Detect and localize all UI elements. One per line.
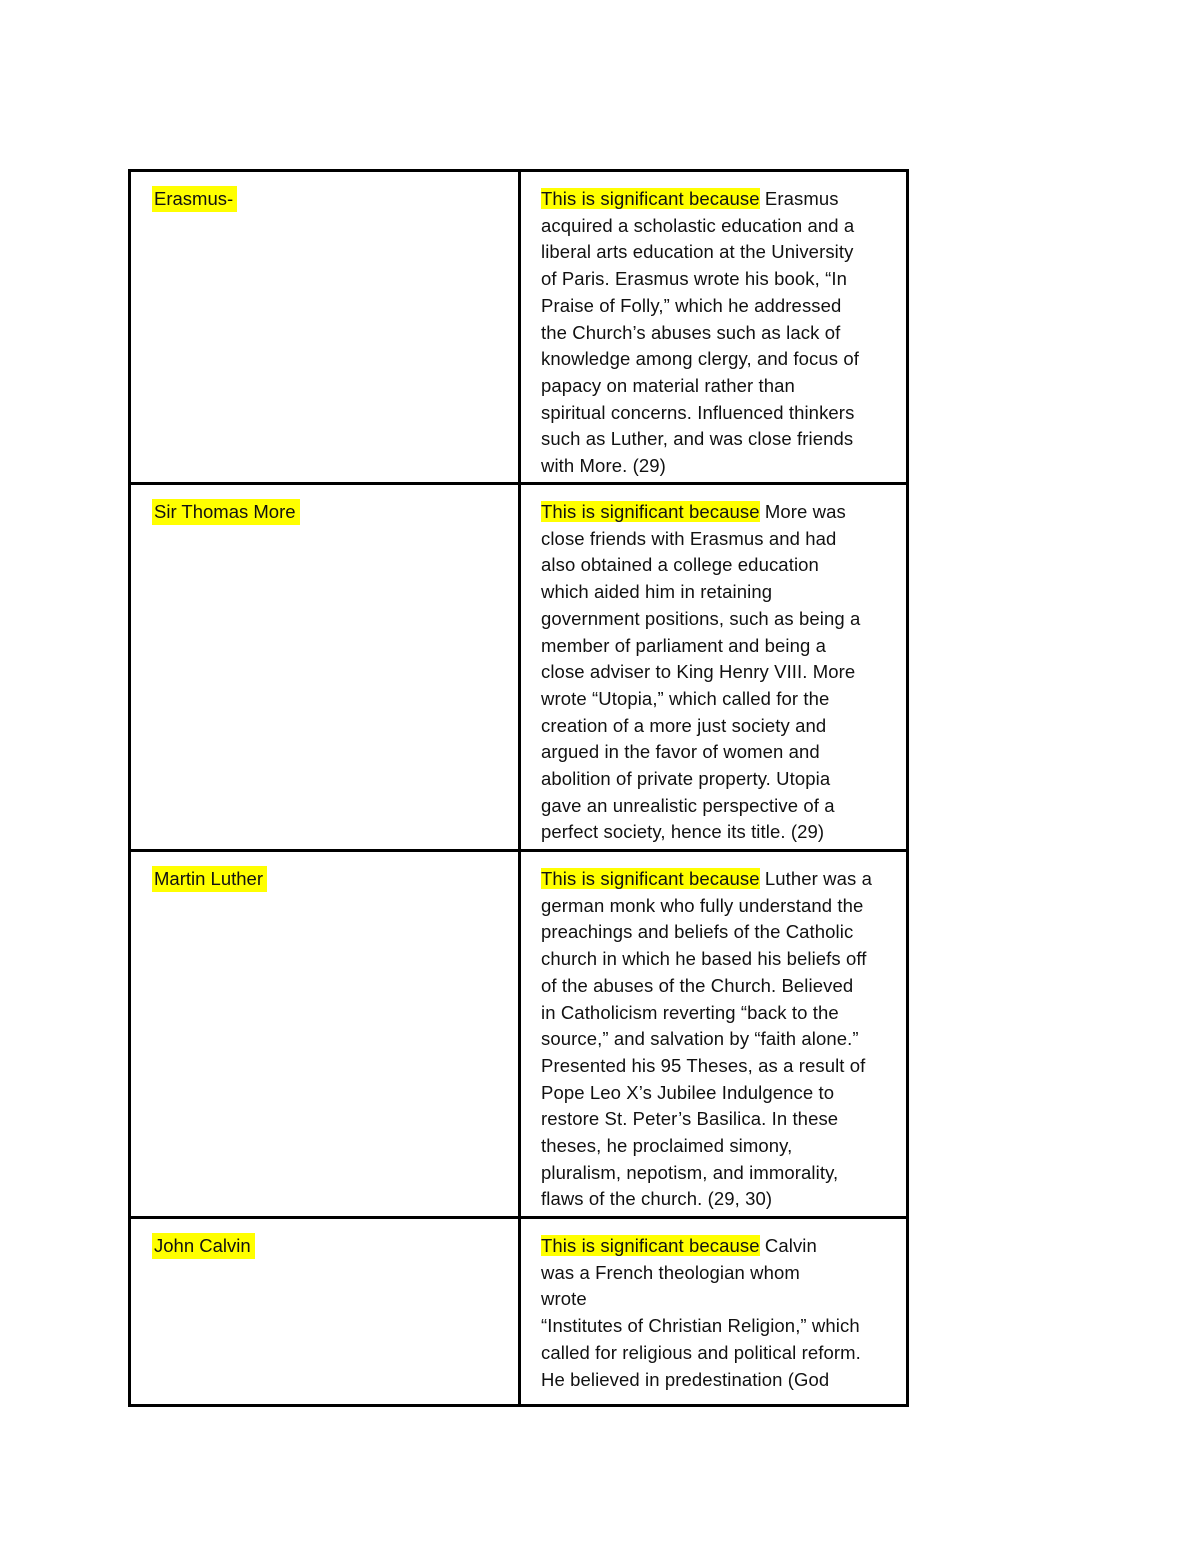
description-text [541,1233,892,1393]
term-cell [130,171,520,484]
term-cell [130,851,520,1218]
description-body: Erasmus acquired a scholastic education and a liberal arts education at the University of Paris. Erasmus wrote his book, “In Praise of Folly,” which he addressed the Church’s abuses such as lack of knowledge among clergy, and focus of papacy on material rather than spiritual concerns. Influenced thinkers such as Luther, and was close friends with More. (29) [541,188,859,477]
description-body: Calvin was a French theologian whom wrote “Institutes of Christian Religion,” which called for religious and political reform. He believed in predestination (God [541,1235,861,1390]
term-label: Erasmus- [152,186,237,212]
description-cell [520,851,908,1218]
term-label: Sir Thomas More [152,499,300,525]
term-cell [130,1218,520,1406]
description-text [541,186,892,480]
description-body: More was close friends with Erasmus and had also obtained a college education which aided him in retaining government positions, such as being a member of parliament and being a close adviser to King Henry VIII. More wrote “Utopia,” which called for the creation of a more just society and argued in the favor of women and abolition of private property. Utopia gave an unrealistic perspective of a perfect society, hence its title. (29) [541,501,861,843]
table-row [130,1218,908,1406]
term-label: Martin Luther [152,866,267,892]
description-cell [520,484,908,851]
notes-table [128,169,909,1407]
description-body: Luther was a german monk who fully understand the preachings and beliefs of the Catholic church in which he based his beliefs off of the abuses of the Church. Believed in Catholicism reverting “back to the source,” and salvation by “faith alone.” Presented his 95 Theses, as a result of Pope Leo X’s Jubilee Indulgence to restore St. Peter’s Basilica. In these theses, he proclaimed simony, pluralism, nepotism, and immorality, flaws of the church. (29, 30) [541,868,873,1210]
significance-lead: This is significant because [541,1235,760,1256]
term-cell [130,484,520,851]
description-text [541,499,892,846]
description-cell [520,171,908,484]
significance-lead: This is significant because [541,868,760,889]
table-row [130,851,908,1218]
significance-lead: This is significant because [541,188,760,209]
description-cell [520,1218,908,1406]
term-label: John Calvin [152,1233,255,1259]
table-row [130,484,908,851]
description-text [541,866,892,1213]
table-row [130,171,908,484]
significance-lead: This is significant because [541,501,760,522]
